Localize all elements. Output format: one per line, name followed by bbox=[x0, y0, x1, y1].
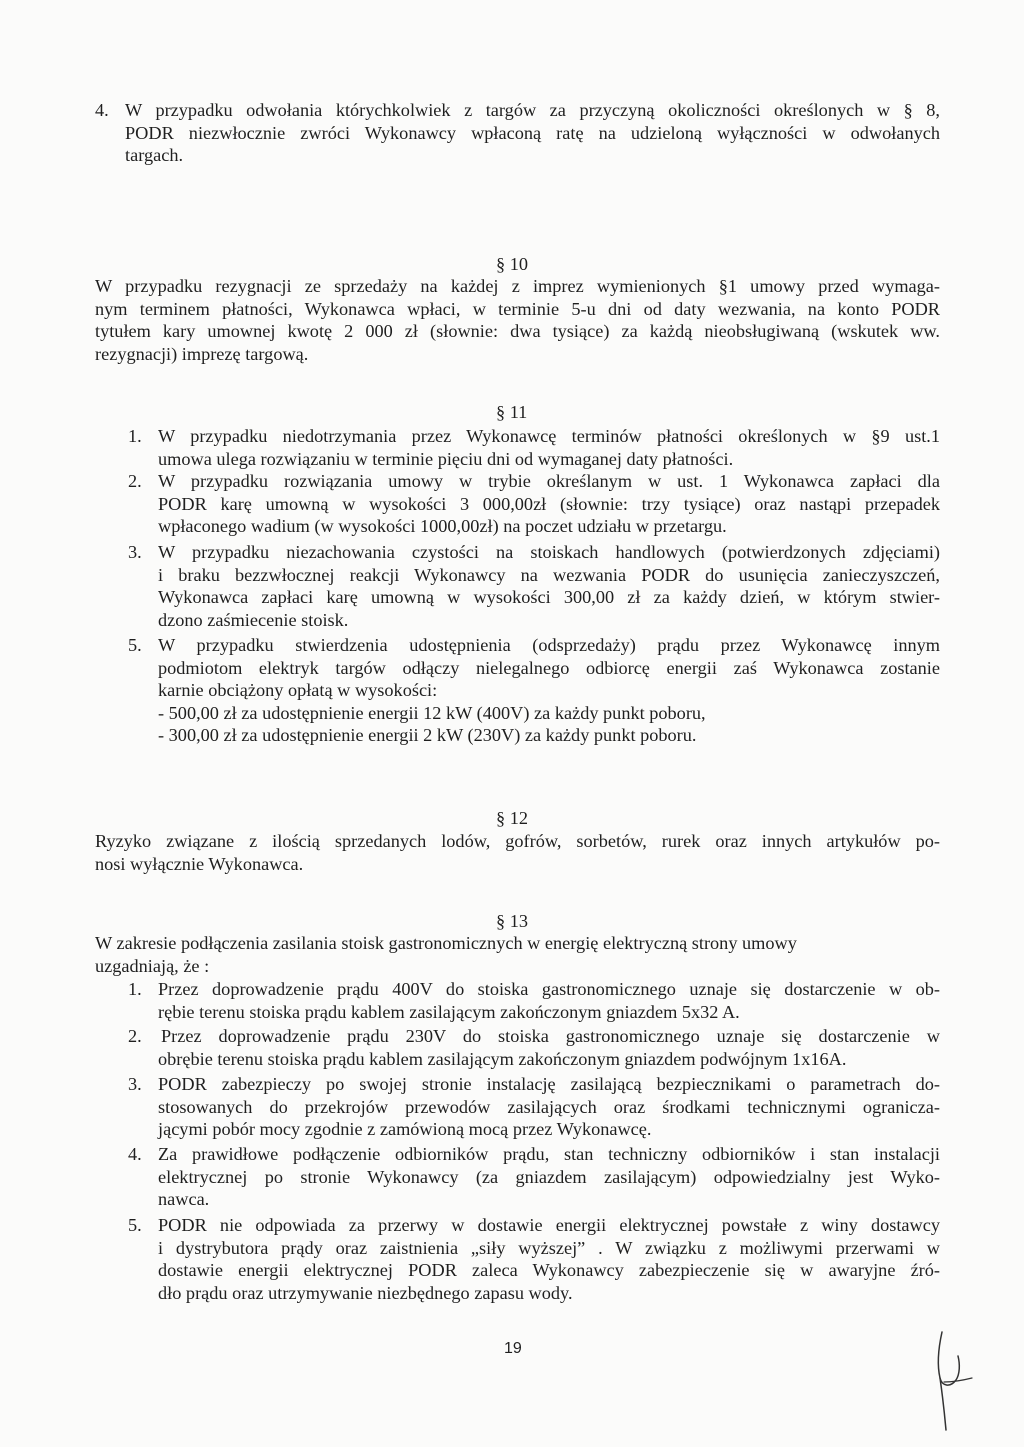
text-line: Przez doprowadzenie prądu 400V do stoiska gastronomicznego uznaje się dostarczenie w ob- bbox=[158, 979, 940, 999]
text-line: rębie terenu stoiska prądu kablem zasilającym zakończonym gniazdem 5x32 A. bbox=[158, 1001, 740, 1022]
section-heading-11: § 11 bbox=[496, 402, 528, 422]
page-number: 19 bbox=[504, 1340, 522, 1357]
text-line: W przypadku stwierdzenia udostępnienia (odsprzedaży) prądu przez Wykonawcę innym bbox=[158, 635, 940, 655]
item-number: 2. bbox=[128, 1026, 142, 1046]
text-line: dło prądu oraz utrzymywanie niezbędnego zapasu wody. bbox=[158, 1282, 573, 1303]
text-line: jącymi pobór mocy zgodnie z zamówioną mocą przez Wykonawcę. bbox=[158, 1119, 652, 1139]
text-line: podmiotom elektryk targów odłączy nielegalnego odbiorcę energii zaś Wykonawca zostanie bbox=[158, 657, 940, 678]
text-line: nawca. bbox=[158, 1189, 210, 1209]
section-12-body bbox=[95, 830, 940, 875]
text-line: dostawie energii elektrycznej PODR zaleca Wykonawcy zabezpieczenie się w awaryjne źró- bbox=[158, 1260, 940, 1280]
item-number: 2. bbox=[128, 471, 142, 491]
text-line: PODR nie odpowiada za przerwy w dostawie energii elektrycznej powstałe z winy dostawcy bbox=[158, 1215, 940, 1235]
item-number: 5. bbox=[128, 1215, 142, 1235]
text-line: W zakresie podłączenia zasilania stoisk gastronomicznych w energię elektryczną strony umowy bbox=[95, 933, 797, 953]
text-line: W przypadku niedotrzymania przez Wykonawcę terminów płatności określonych w §9 ust.1 bbox=[158, 426, 940, 446]
handwritten-signature bbox=[920, 1320, 980, 1440]
text-line: W przypadku rezygnacji ze sprzedaży na każdej z imprez wymienionych §1 umowy przed wymaga- bbox=[95, 276, 940, 296]
text-line: wpłaconego wadium (w wysokości 1000,00zł) na poczet udziału w przetargu. bbox=[158, 516, 727, 536]
text-line: karnie obciążony opłatą w wysokości: bbox=[158, 680, 438, 700]
item-number: 4. bbox=[128, 1144, 142, 1164]
text-line: Ryzyko związane z ilością sprzedanych lodów, gofrów, sorbetów, rurek oraz innych artykułów po- bbox=[95, 831, 940, 851]
text-line: elektrycznej po stronie Wykonawcy (za gniazdem zasilającym) odpowiedzialny jest Wyko- bbox=[158, 1166, 940, 1187]
text-line: nosi wyłącznie Wykonawca. bbox=[95, 853, 304, 874]
section-11-item bbox=[128, 541, 940, 631]
paragraph-4 bbox=[95, 99, 940, 167]
text-line: W przypadku niezachowania czystości na stoiskach handlowych (potwierdzonych zdjęciami) bbox=[158, 542, 940, 562]
section-11-item bbox=[128, 470, 940, 538]
section-13-item bbox=[128, 1214, 940, 1304]
text-line: PODR niezwłocznie zwróci Wykonawcy wpłaconą ratę na udzieloną wyłączności w odwołanych bbox=[125, 122, 940, 143]
text-line: Wykonawca zapłaci karę umowną w wysokości 300,00 zł za każdy dzień, w którym stwier- bbox=[158, 587, 940, 607]
text-line: umowa ulega rozwiązaniu w terminie pięciu dni od wymaganej daty płatności. bbox=[158, 448, 734, 469]
text-line: - 500,00 zł za udostępnienie energii 12 kW (400V) za każdy punkt poboru, bbox=[158, 702, 706, 723]
text-line: Za prawidłowe podłączenie odbiorników prądu, stan techniczny odbiorników i stan instalacji bbox=[158, 1144, 940, 1164]
section-heading-12: § 12 bbox=[496, 808, 528, 828]
item-number: 1. bbox=[128, 979, 142, 999]
text-line: i dystrybutora prądy oraz zaistnienia „siły wyższej” . W związku z możliwymi przerwami w bbox=[158, 1237, 940, 1258]
section-11-item bbox=[128, 634, 940, 747]
section-13-item bbox=[128, 1073, 940, 1141]
section-11-item bbox=[128, 425, 940, 470]
text-line: rezygnacji) imprezę targową. bbox=[95, 343, 309, 364]
section-heading-10: § 10 bbox=[496, 254, 528, 274]
text-line: PODR karę umowną w wysokości 3 000,00zł (słownie: trzy tysiące) oraz nastąpi przepadek bbox=[158, 493, 940, 514]
section-10-body bbox=[95, 275, 940, 365]
text-line: stosowanych do przekrojów przewodów zasilających oraz środkami technicznymi ogranicza- bbox=[158, 1096, 940, 1117]
item-number: 1. bbox=[128, 426, 142, 446]
item-number: 3. bbox=[128, 1074, 142, 1094]
text-line: W przypadku odwołania którychkolwiek z targów za przyczyną okoliczności określonych w § 8, bbox=[125, 100, 940, 120]
text-line: nym terminem płatności, Wykonawca wpłaci, w terminie 5-u dni od daty wezwania, na konto PODR bbox=[95, 298, 940, 319]
section-heading-13: § 13 bbox=[496, 911, 528, 931]
text-line: PODR zabezpieczy po swojej stronie instalację zasilającą bezpiecznikami o parametrach do- bbox=[158, 1074, 940, 1094]
text-line: dzono zaśmiecenie stoisk. bbox=[158, 609, 349, 630]
text-line: tytułem kary umownej kwotę 2 000 zł (słownie: dwa tysiące) za każdą nieobsługiwaną (wskutek ww. bbox=[95, 321, 940, 341]
section-13-intro bbox=[95, 932, 940, 977]
text-line: obrębie terenu stoiska prądu kablem zasilającym zakończonym gniazdem podwójnym 1x16A. bbox=[158, 1048, 847, 1069]
item-number: 5. bbox=[128, 635, 142, 655]
text-line: - 300,00 zł za udostępnienie energii 2 kW (230V) za każdy punkt poboru. bbox=[158, 725, 697, 745]
text-line: uzgadniają, że : bbox=[95, 955, 210, 976]
text-line: targach. bbox=[125, 145, 184, 165]
section-13-item bbox=[128, 1025, 940, 1070]
section-13-item bbox=[128, 1143, 940, 1211]
section-13-item bbox=[128, 978, 940, 1023]
text-line: Przez doprowadzenie prądu 230V do stoiska gastronomicznego uznaje się dostarczenie w bbox=[161, 1026, 940, 1046]
text-line: i braku bezzwłocznej reakcji Wykonawcy na wezwania PODR do usunięcia zanieczyszczeń, bbox=[158, 564, 940, 585]
item-number: 3. bbox=[128, 542, 142, 562]
text-line: W przypadku rozwiązania umowy w trybie określanym w ust. 1 Wykonawca zapłaci dla bbox=[158, 471, 940, 491]
item-number: 4. bbox=[95, 100, 109, 120]
